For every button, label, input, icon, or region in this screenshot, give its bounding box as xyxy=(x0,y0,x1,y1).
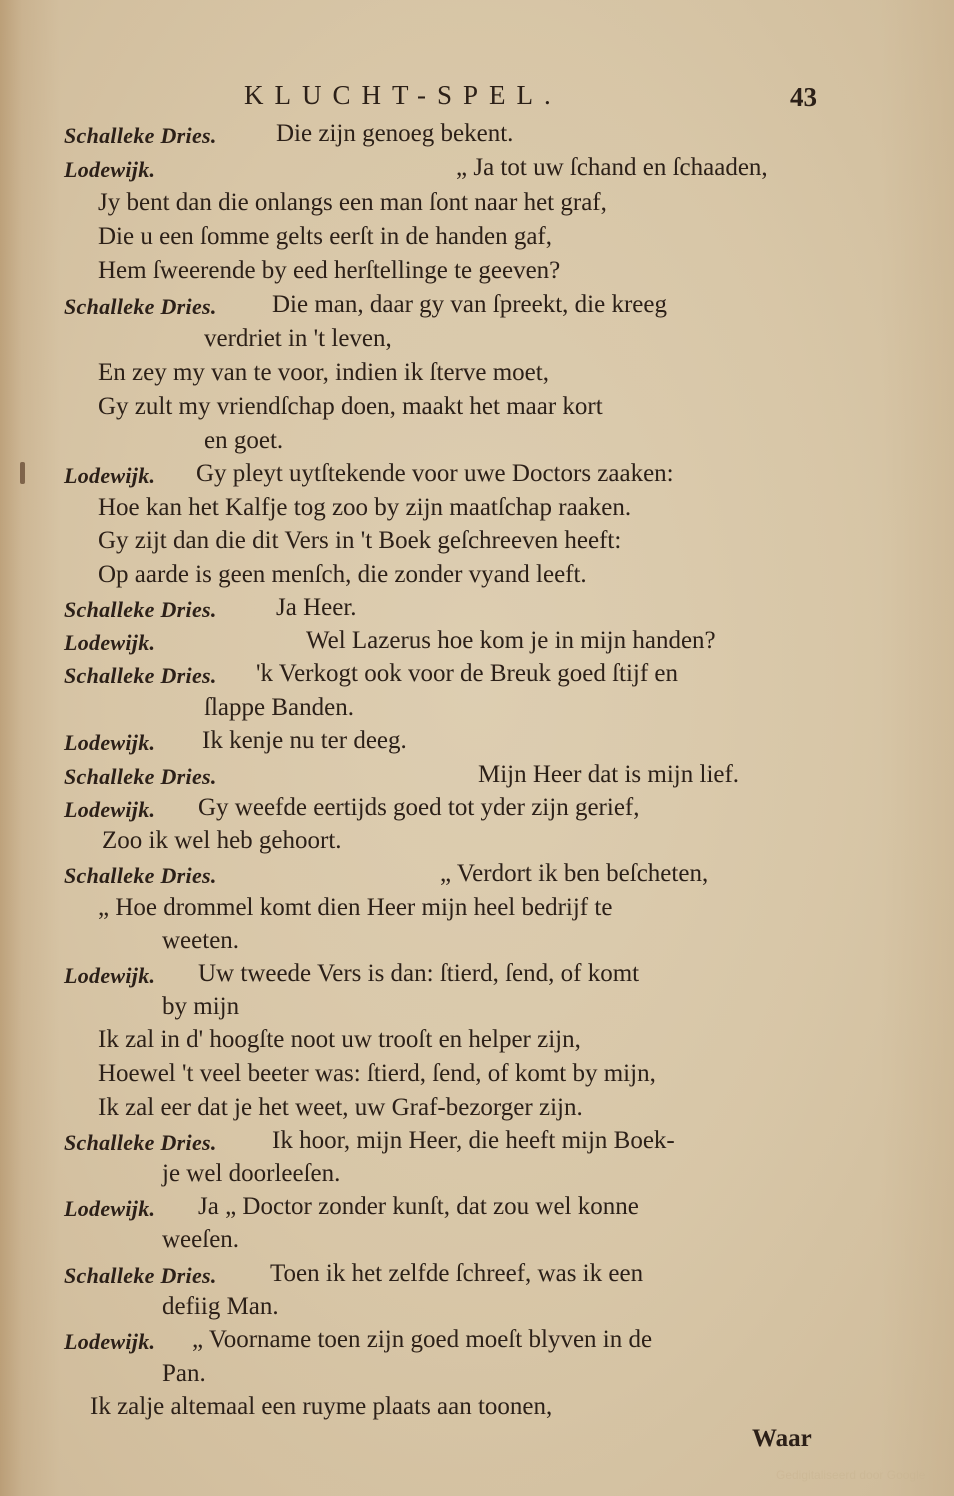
dialogue-line: Hoe kan het Kalfje tog zoo by zijn maatſchap raaken. xyxy=(98,494,632,521)
speaker-name: Schalleke Dries. xyxy=(64,597,217,622)
speaker-name: Lodewijk. xyxy=(64,1196,156,1221)
dialogue-line: „ Voorname toen zijn goed moeſt blyven in de xyxy=(192,1326,653,1353)
speaker-name: Lodewijk. xyxy=(64,157,156,182)
dialogue-line: „ Ja tot uw ſchand en ſchaaden, xyxy=(456,154,768,181)
dialogue-line: „ Verdort ik ben beſcheten, xyxy=(440,860,709,887)
speaker-name: Schalleke Dries. xyxy=(64,294,217,319)
dialogue-line: verdriet in 't leven, xyxy=(204,325,392,352)
running-title: KLUCHT-SPEL. xyxy=(244,80,562,110)
dialogue-line: Zoo ik wel heb gehoort. xyxy=(102,827,342,854)
speaker-name: Schalleke Dries. xyxy=(64,663,217,688)
dialogue-line: weeſen. xyxy=(162,1226,240,1253)
dialogue-line: defiig Man. xyxy=(162,1293,279,1320)
speaker-name: Lodewijk. xyxy=(64,630,156,655)
dialogue-line: En zey my van te voor, indien ik ſterve moet, xyxy=(98,359,549,386)
dialogue-line: Gy pleyt uytſtekende voor uwe Doctors zaaken: xyxy=(196,460,674,487)
dialogue-line: by mijn xyxy=(162,993,240,1020)
dialogue-line: 'k Verkogt ook voor de Breuk goed ſtijf en xyxy=(256,660,679,687)
dialogue-line: Die zijn genoeg bekent. xyxy=(276,120,514,147)
dialogue-line: Jy bent dan die onlangs een man ſont naar het graf, xyxy=(98,189,607,216)
page-number: 43 xyxy=(790,82,817,112)
speaker-name: Lodewijk. xyxy=(64,963,156,988)
dialogue-line: en goet. xyxy=(204,427,284,454)
dialogue-line: Pan. xyxy=(162,1360,206,1387)
speaker-name: Schalleke Dries. xyxy=(64,1130,217,1155)
dialogue-line: Gy zijt dan die dit Vers in 't Boek geſchreeven heeft: xyxy=(98,527,622,554)
speaker-name: Lodewijk. xyxy=(64,463,156,488)
dialogue-line: Ja „ Doctor zonder kunſt, dat zou wel konne xyxy=(198,1193,639,1220)
dialogue-line: Ik hoor, mijn Heer, die heeft mijn Boek- xyxy=(272,1127,675,1154)
speaker-name: Schalleke Dries. xyxy=(64,764,217,789)
page-stain xyxy=(20,462,25,484)
speaker-name: Lodewijk. xyxy=(64,730,156,755)
dialogue-line: Ik zal eer dat je het weet, uw Graf-bezorger zijn. xyxy=(98,1094,583,1121)
dialogue-line: je wel doorleeſen. xyxy=(162,1160,341,1187)
dialogue-line: „ Hoe drommel komt dien Heer mijn heel bedrijf te xyxy=(98,894,613,921)
dialogue-line: Ik zal in d' hoogſte noot uw trooſt en helper zijn, xyxy=(98,1026,581,1053)
speaker-name: Schalleke Dries. xyxy=(64,123,217,148)
dialogue-line: Die man, daar gy van ſpreekt, die kreeg xyxy=(272,291,667,318)
dialogue-line: Uw tweede Vers is dan: ſtierd, ſend, of komt xyxy=(198,960,640,987)
dialogue-line: Hoewel 't veel beeter was: ſtierd, ſend, of komt by mijn, xyxy=(98,1060,656,1087)
speaker-name: Lodewijk. xyxy=(64,1329,156,1354)
dialogue-line: Hem ſweerende by eed herſtellinge te geeven? xyxy=(98,257,561,284)
dialogue-line: Die u een ſomme gelts eerſt in de handen gaf, xyxy=(98,223,553,250)
speaker-name: Schalleke Dries. xyxy=(64,863,217,888)
catchword: Waar xyxy=(752,1425,812,1452)
speaker-name: Lodewijk. xyxy=(64,797,156,822)
dialogue-line: weeten. xyxy=(162,927,240,954)
dialogue-line: Wel Lazerus hoe kom je in mijn handen? xyxy=(306,627,716,654)
watermark: Gedigitaliseerd door Google xyxy=(776,1468,926,1482)
speaker-name: Schalleke Dries. xyxy=(64,1263,217,1288)
dialogue-line: Gy zult my vriendſchap doen, maakt het maar kort xyxy=(98,393,603,420)
dialogue-line: Ik kenje nu ter deeg. xyxy=(202,727,407,754)
page-header xyxy=(0,80,954,120)
dialogue-line: Ik zalje altemaal een ruyme plaats aan toonen, xyxy=(90,1393,553,1420)
dialogue-line: Gy weefde eertijds goed tot yder zijn gerief, xyxy=(198,794,640,821)
dialogue-line: Op aarde is geen menſch, die zonder vyand leeft. xyxy=(98,561,587,588)
dialogue-line: ſlappe Banden. xyxy=(204,694,354,721)
dialogue-line: Mijn Heer dat is mijn lief. xyxy=(478,761,740,788)
dialogue-line: Ja Heer. xyxy=(276,594,357,621)
dialogue-line: Toen ik het zelfde ſchreef, was ik een xyxy=(270,1260,644,1287)
